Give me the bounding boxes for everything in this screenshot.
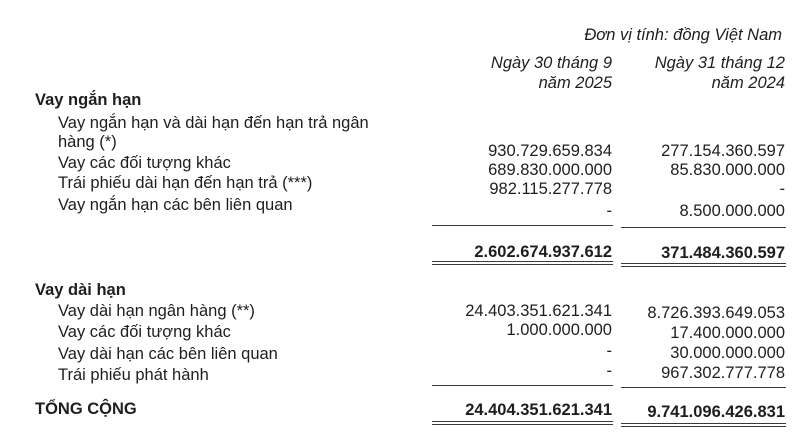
value-2024: 8.726.393.649.053 bbox=[647, 304, 785, 322]
value-2025: 930.729.659.834 bbox=[488, 142, 612, 160]
value-2025: 982.115.277.778 bbox=[489, 180, 612, 198]
row-label: Vay dài hạn ngân hàng (**) bbox=[58, 302, 255, 320]
value-2024: 17.400.000.000 bbox=[670, 324, 785, 342]
double-underline-total-2025 bbox=[432, 421, 613, 425]
value-2024: 277.154.360.597 bbox=[661, 142, 785, 160]
subtotal-2025: 2.602.674.937.612 bbox=[474, 243, 612, 261]
value-2025: 689.830.000.000 bbox=[488, 161, 612, 179]
column-header-2024-line1: Ngày 31 tháng 12 bbox=[654, 54, 785, 72]
row-label: Vay các đối tượng khác bbox=[58, 154, 231, 172]
total-label: TỔNG CỘNG bbox=[35, 400, 137, 418]
value-2025: - bbox=[606, 362, 612, 380]
row-label: Trái phiếu dài hạn đến hạn trả (***) bbox=[58, 174, 313, 192]
value-2024: 30.000.000.000 bbox=[670, 344, 785, 362]
value-2025: 1.000.000.000 bbox=[506, 321, 612, 339]
underline-2024 bbox=[621, 387, 786, 388]
row-label: Trái phiếu phát hành bbox=[58, 366, 209, 384]
column-header-2025-line1: Ngày 30 tháng 9 bbox=[490, 54, 612, 72]
value-2025: 24.403.351.621.341 bbox=[465, 302, 612, 320]
column-header-2024 bbox=[655, 53, 785, 93]
value-2024: 8.500.000.000 bbox=[679, 202, 785, 220]
subtotal-2024: 371.484.360.597 bbox=[661, 244, 785, 262]
value-2025: - bbox=[606, 342, 612, 360]
value-2024: - bbox=[779, 180, 785, 198]
underline-2025 bbox=[432, 225, 613, 226]
section-title-long-term: Vay dài hạn bbox=[35, 281, 126, 299]
row-label: Vay các đối tượng khác bbox=[58, 323, 231, 341]
double-underline-2025 bbox=[432, 261, 613, 265]
column-header-2024-line2: năm 2024 bbox=[711, 74, 785, 92]
section-title-short-term: Vay ngắn hạn bbox=[35, 91, 142, 109]
total-2025: 24.404.351.621.341 bbox=[465, 401, 612, 419]
value-2024: 967.302.777.778 bbox=[661, 364, 785, 382]
row-label: Vay dài hạn các bên liên quan bbox=[58, 345, 278, 363]
row-label: Vay ngắn hạn và dài hạn đến hạn trả ngân bbox=[58, 114, 369, 132]
column-header-2025-line2: năm 2025 bbox=[538, 74, 612, 92]
underline-2024 bbox=[621, 227, 786, 228]
row-label-continued: hàng (*) bbox=[58, 133, 117, 151]
total-2024: 9.741.096.426.831 bbox=[647, 403, 785, 421]
value-2024: 85.830.000.000 bbox=[670, 161, 785, 179]
row-label: Vay ngắn hạn các bên liên quan bbox=[58, 196, 293, 214]
underline-2025 bbox=[432, 385, 613, 386]
unit-label: Đơn vị tính: đồng Việt Nam bbox=[584, 26, 782, 44]
double-underline-total-2024 bbox=[621, 423, 786, 427]
double-underline-2024 bbox=[621, 263, 786, 267]
value-2025: - bbox=[606, 202, 612, 220]
column-header-2025 bbox=[491, 53, 612, 93]
